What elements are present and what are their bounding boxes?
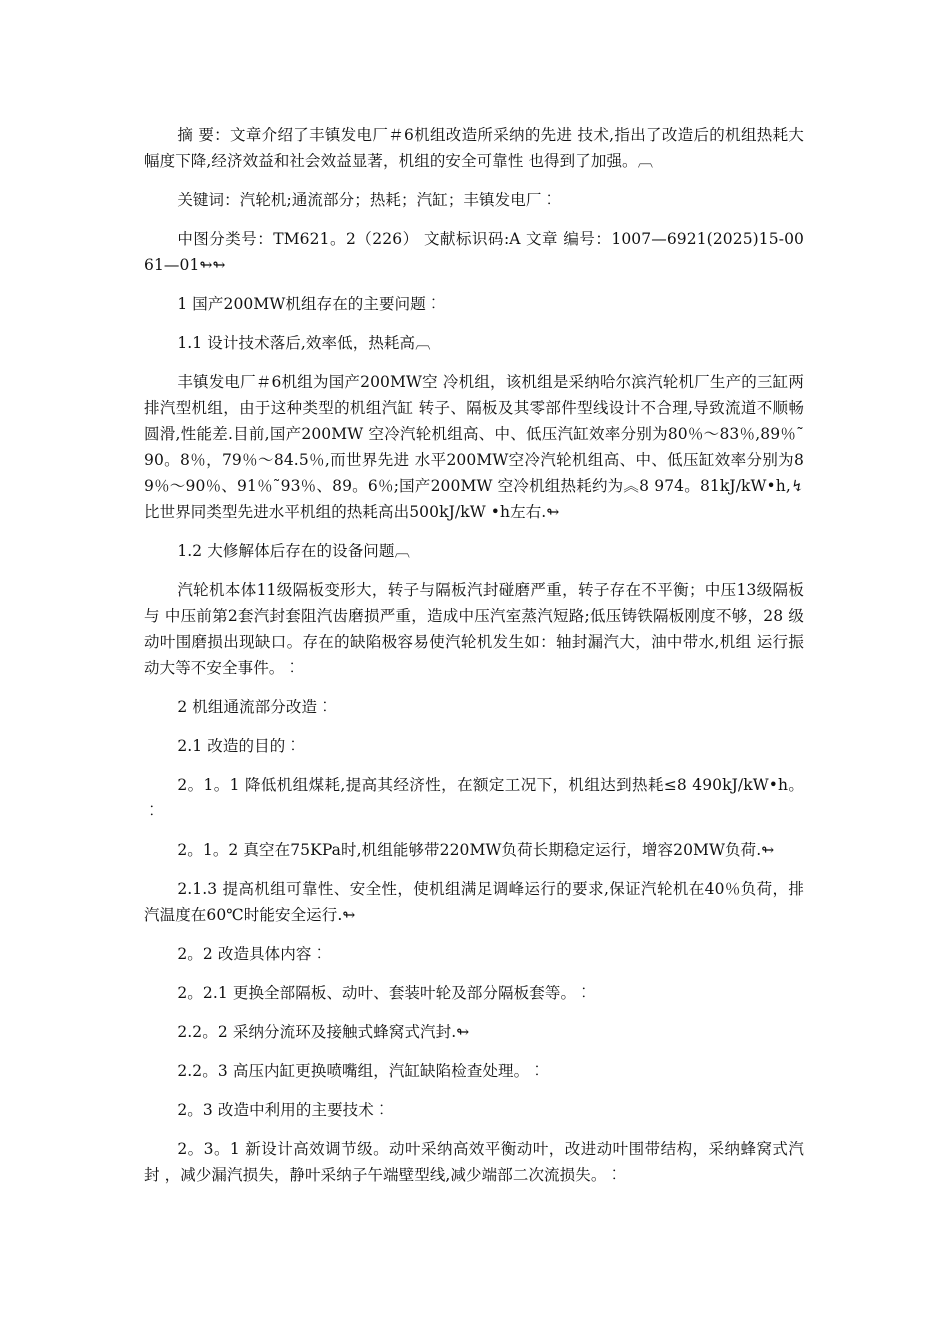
subsection-heading-1-1: 1.1 设计技术落后,效率低，热耗高︹ bbox=[177, 334, 431, 352]
list-item-2-1-1: 2。1。1 降低机组煤耗,提高其经济性，在额定工况下，机组达到热耗≤8 490kJ/kW•h。 ︰ bbox=[144, 776, 804, 820]
list-item-2-2-1: 2。2.1 更换全部隔板、动叶、套装叶轮及部分隔板套等。︰ bbox=[177, 984, 592, 1002]
body-paragraph: 汽轮机本体11级隔板变形大，转子与隔板汽封碰磨严重，转子存在不平衡；中压13级隔板与 中压前第2套汽封套阻汽齿磨损严重，造成中压汽室蒸汽短路;低压铸铁隔板刚度不够，28 级动叶围磨损出现缺口。存在的缺陷极容易使汽轮机发生如：轴封漏汽大，油中带水,机组 运行振动大等不安全事件。︰ bbox=[144, 581, 804, 677]
list-item-2-1-2: 2。1。2 真空在75KPa时,机组能够带220MW负荷长期稳定运行，增容20MW负荷.↬ bbox=[177, 841, 775, 859]
classification-paragraph: 中图分类号：TM621。2（226） 文献标识码:A 文章 编号：1007—6921(2025)15-0061—01↬↬ bbox=[144, 230, 804, 274]
subsection-heading-2-2: 2。2 改造具体内容︰ bbox=[177, 945, 328, 963]
list-item-2-1-3: 2.1.3 提高机组可靠性、安全性，使机组满足调峰运行的要求,保证汽轮机在40％负荷，排 汽温度在60℃时能安全运行.↬ bbox=[144, 880, 804, 924]
body-paragraph: 丰镇发电厂＃6机组为国产200MW空 冷机组，该机组是采纳哈尔滨汽轮机厂生产的三缸两排汽型机组，由于这种类型的机组汽缸 转子、隔板及其零部件型线设计不合理,导致流道不顺畅圆滑,性能差.目前,国产200MW 空冷汽轮机组高、中、低压汽缸效率分别为80％～83％,89％˜90。8％，79％～84.5％,而世界先进 水平200MW空冷汽轮机组高、中、低压缸效率分别为89％～90％、91％˜93％、89。6％;国产200MW 空冷机组热耗约为︽8 974。81kJ/kW•h,↯比世界同类型先进水平机组的热耗高出500kJ/kW •h左右.↬ bbox=[144, 373, 804, 521]
document-body bbox=[144, 122, 804, 1201]
section-heading-2: 2 机组通流部分改造︰ bbox=[177, 698, 333, 716]
section-heading-1: 1 国产200MW机组存在的主要问题︰ bbox=[177, 295, 442, 313]
subsection-heading-2-3: 2。3 改造中利用的主要技术︰ bbox=[177, 1101, 390, 1119]
subsection-heading-1-2: 1.2 大修解体后存在的设备问题︹ bbox=[177, 542, 411, 560]
abstract-paragraph: 摘 要：文章介绍了丰镇发电厂＃6机组改造所采纳的先进 技术,指出了改造后的机组热耗大幅度下降,经济效益和社会效益显著，机组的安全可靠性 也得到了加强。︹ bbox=[144, 126, 804, 170]
keywords-paragraph: 关键词：汽轮机;通流部分；热耗；汽缸；丰镇发电厂︰ bbox=[177, 191, 558, 209]
list-item-2-2-3: 2.2。3 高压内缸更换喷嘴组，汽缸缺陷检查处理。︰ bbox=[177, 1062, 545, 1080]
list-item-2-3-1: 2。3。1 新设计高效调节级。动叶采纳高效平衡动叶，改进动叶围带结构，采纳蜂窝式汽封 ，减少漏汽损失，静叶采纳子午端壁型线,减少端部二次流损失。︰ bbox=[144, 1140, 804, 1184]
list-item-2-2-2: 2.2。2 采纳分流环及接触式蜂窝式汽封.↬ bbox=[177, 1023, 470, 1041]
subsection-heading-2-1: 2.1 改造的目的︰ bbox=[177, 737, 301, 755]
